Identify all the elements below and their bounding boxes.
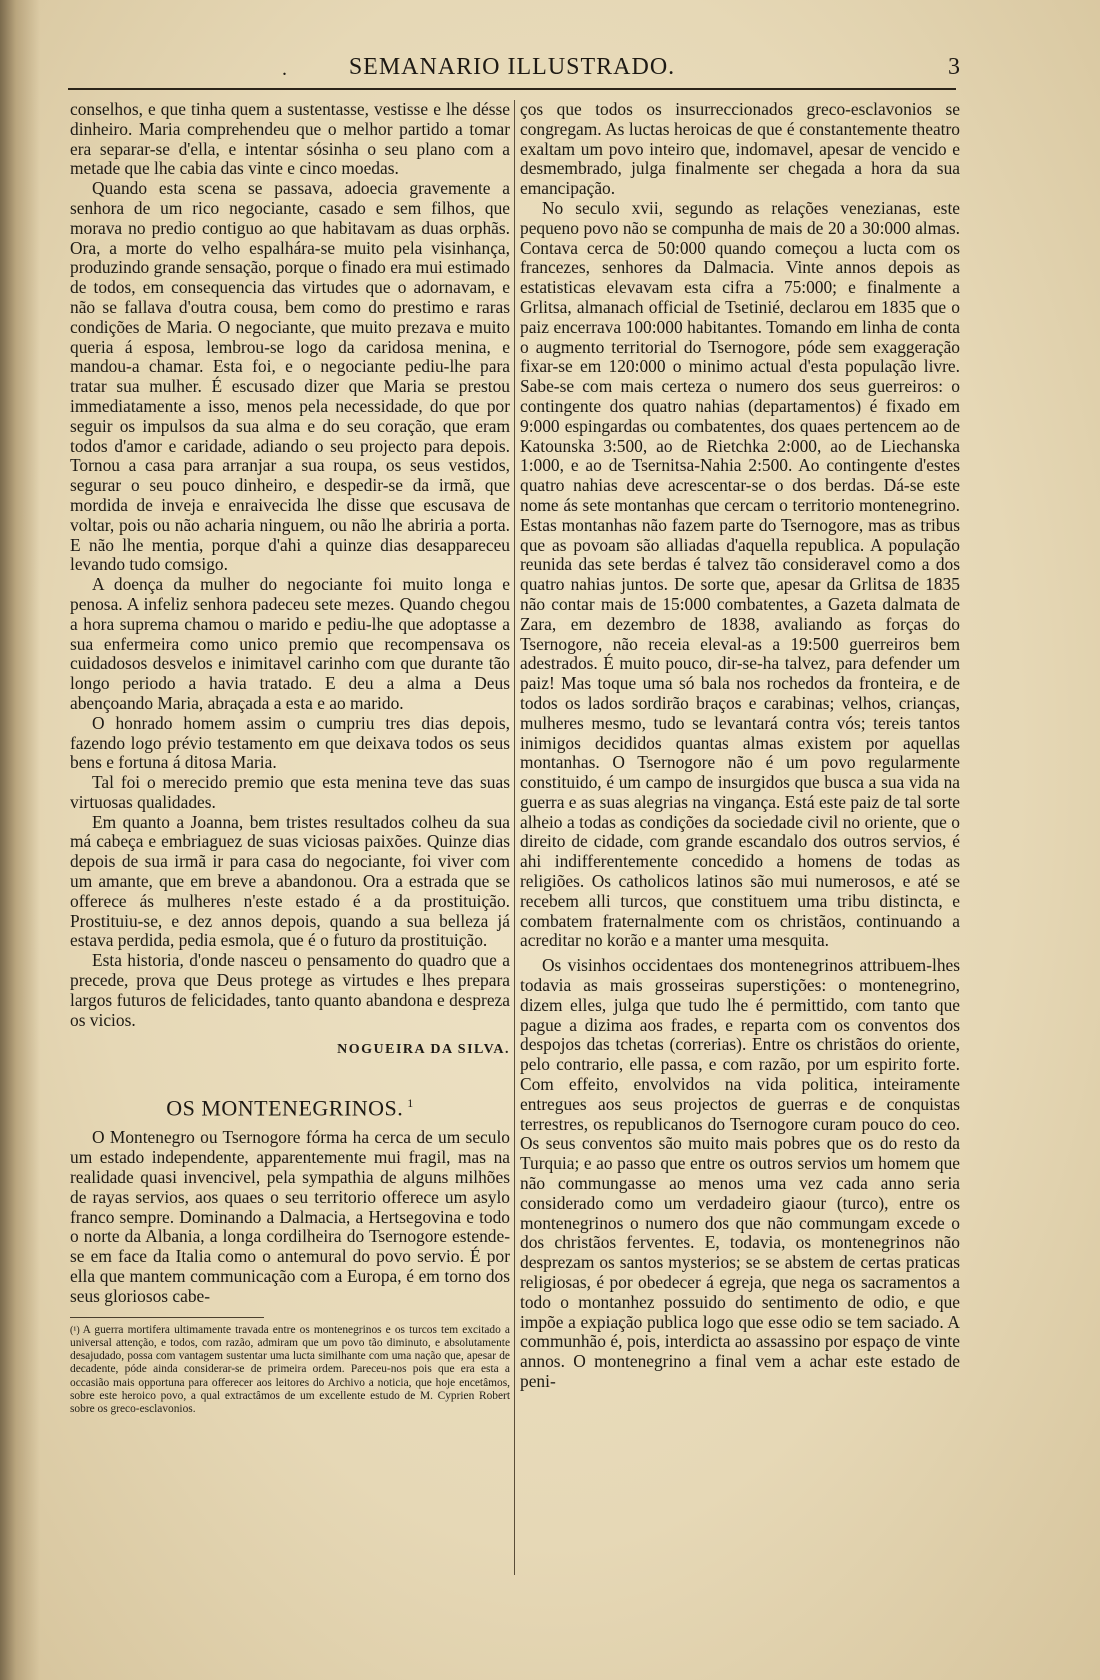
- binding-shadow: [0, 0, 40, 1680]
- footnote-separator: [70, 1317, 264, 1318]
- paragraph: Quando esta scena se passava, adoecia gravemente a senhora de um rico negociante, casado e sem filhos, que morava no predio contiguo ao que habitavam as duas orphãs. Ora, a morte do velho espalhára-se muito pela visinhança, produzindo grande sensação, porque o finado era mui estimado de todos, em consequencia das virtudes que o adornavam, e não se fallava d'outra cousa, bem como do prestimo e raras condições de Maria. O negociante, que muito prezava e muito queria á esposa, lembrou-se logo da caridosa menina, e mandou-a chamar. Esta foi, e o negociante pediu-lhe para tratar sua mulher. É escusado dizer que Maria se prestou immediatamente a isso, menos pela necessidade, do que por seguir os impulsos da sua alma e do seu coração, que eram todos d'amor e caridade, adiando o seu projecto para depois. Tornou a casa para arranjar a sua roupa, os seus vestidos, segurar o seu pouco dinheiro, e despedir-se da irmã, que mordida de inveja e enraivecida lhe disse que escusava de voltar, pois ou não acharia ninguem, ou não lhe abriria a porta. E não lhe mentia, porque d'ahi a quinze dias desappareceu levando tudo comsigo.: [70, 178, 510, 575]
- footnote-reference: 1: [407, 1096, 414, 1111]
- page-header: [68, 52, 960, 90]
- paragraph: O Montenegro ou Tsernogore fórma ha cerca de um seculo um estado independente, apparentemente mui fragil, mas na realidade quasi invencivel, pela sympathia de alguns milhões de rayas servios, aos quaes o seu territorio offerece um asylo franco sempre. Dominando a Dalmacia, a Hertsegovina e todo o norte da Albania, a longa cordilheira do Tsernogore estende-se em face da Italia como o antemural do povo servio. É por ella que mantem communicação com a Europa, é em torno dos seus gloriosos cabe-: [70, 1127, 510, 1306]
- paragraph: O honrado homem assim o cumpriu tres dias depois, fazendo logo prévio testamento em que deixava todos os seus bens e fortuna á ditosa Maria.: [70, 712, 510, 773]
- page-number: 3: [948, 54, 960, 80]
- paragraph: Tal foi o merecido premio que esta menina teve das suas virtuosas qualidades.: [70, 772, 510, 812]
- section-title-text: OS MONTENEGRINOS.: [166, 1095, 404, 1121]
- right-column: [520, 100, 960, 1392]
- paragraph: No seculo xvii, segundo as relações venezianas, este pequeno povo não se compunha de mais de 20 a 30:000 almas. Contava cerca de 50:000 quando começou a lucta com os francezes, senhores da Dalmacia. Vinte annos depois as estatisticas elevavam esta cifra a 75:000; e finalmente a Grlitsa, almanach official de Tsetinié, declarou em 1835 que o paiz encerrava 100:000 habitantes. Tomando em linha de conta o augmento territorial do Tsernogore, póde sem exaggeração fixar-se em 120:000 o minimo actual d'esta população livre. Sabe-se com mais certeza o numero dos seus guerreiros: o contingente dos quatro nahias (departamentos) é fixado em 9:000 espingardas ou combatentes, dos quaes pertencem ao de Katounska 3:500, ao de Rietchka 2:000, ao de Liechanska 1:000, e ao de Tsernitsa-Nahia 2:500. Ao contingente d'estes quatro nahias deve acrescentar-se o dos berdas. Dá-se este nome ás sete montanhas que cercam o territorio montenegrino. Estas montanhas não fazem parte do Tsernogore, mas as tribus que as povoam são alliadas d'aquella republica. A população reunida das sete berdas é talvez tão consideravel como a dos quatro nahias juntos. De sorte que, apesar da Grlitsa de 1835 não contar mais de 15:000 combatentes, a Gazeta dalmata de Zara, em dezembro de 1838, avaliando as forças do Tsernogore, não receia eleval-as a 19:500 guerreiros bem adestrados. É muito pouco, dir-se-ha talvez, para defender um paiz! Mas toque uma só bala nos rochedos da fronteira, e de todos os lados sordirão braços e carabinas; velhos, crianças, mulheres mesmo, tudo se levantará contra vós; tereis tantos inimigos decididos quantas almas existem por aquellas montanhas. O Tsernogore não é um povo regularmente constituido, é um campo de insurgidos que busca a sua vida na guerra e as suas alegrias na vingança. Está este paiz de tal sorte alheio a todas as condições da sociedade civil no oriente, que o direito de cidade, com grande escandalo dos outros servios, é ahi indifferentemente concedido a homens de todas as religiões. Os catholicos latinos são mui numerosos, e até se recebem alli turcos, que constituem uma tribu distincta, e combatem fraternalmente com os christãos, continuando a acreditar no korão e a manter uma mesquita.: [520, 197, 960, 951]
- footnote-text: A guerra mortifera ultimamente travada entre os montenegrinos e os turcos tem excitado a universal attenção, e todos, com razão, admiram que um povo tão diminuto, e absolutamente desajudado, possa com vantagem sustentar uma lucta similhante com uma nação que, apesar de decadente, póde ainda considerar-se de primeira ordem. Pareceu-nos pois que era esta a occasião mais opportuna para offerecer aos leitores do Archivo a noticia, que hoje encetâmos, sobre este heroico povo, a qual extractâmos de um excellente estudo de M. Cyprien Robert sobre os greco-esclavonios.: [70, 1323, 510, 1416]
- footnote-mark: (¹): [70, 1324, 80, 1336]
- column-rule: [514, 100, 515, 1575]
- paragraph: A doença da mulher do negociante foi muito longa e penosa. A infeliz senhora padeceu sete mezes. Quando chegou a hora suprema chamou o marido e pediu-lhe que adoptasse a sua enfermeira como unico premio que recompensava os cuidadosos desvelos e inimitavel carinho com que durante tão longo periodo a havia tratado. E deu a alma a Deus abençoando Maria, abraçada a esta e ao marido.: [70, 574, 510, 713]
- header-ornament: .: [282, 58, 287, 80]
- left-column: [70, 100, 510, 1660]
- section-title: [70, 1094, 510, 1121]
- running-title: SEMANARIO ILLUSTRADO.: [348, 54, 676, 80]
- paragraph: ços que todos os insurreccionados greco-esclavonios se congregam. As luctas heroicas de que é constantemente theatro exaltam um povo inteiro que, indomavel, apesar de vencido e desmembrado, julga finalmente ser chegada a hora da sua emancipação.: [520, 99, 960, 199]
- footnote: [70, 1324, 510, 1417]
- paragraph: Os visinhos occidentaes dos montenegrinos attribuem-lhes todavia as mais grosseiras superstições: o montenegrino, dizem elles, julga que tudo lhe é permittido, com tanto que pague a dizima aos frades, e reparta com os conventos dos despojos das tchetas (correrias). Entre os christãos do oriente, pelo contrario, elle passa, e com razão, por um espirito forte. Com effeito, envolvidos na vida politica, inteiramente entregues aos seus projectos de guerras e de conquistas terrestres, os republicanos do Tsernogore curam pouco do ceo. Os seus conventos são muito mais pobres que os do resto da Turquia; e ao passo que entre os outros servios um homem que não commungasse ao menos uma vez cada anno seria considerado como um verdadeiro giaour (turco), entre os montenegrinos o numero dos que não commungam excede o dos christãos ferventes. E, todavia, os montenegrinos não desprezam os santos mysterios; se se abstem de certas praticas religiosas, é por obedecer á egreja, que nega os sacramentos a todo o montanhez possuido do sentimento de odio, e que impõe a expiação publica logo que esse odio se tem saciado. A communhão é, pois, interdicta ao assassino por espaço de vinte annos. O montenegrino a final vem a achar este estado de peni-: [520, 955, 960, 1391]
- paragraph: Em quanto a Joanna, bem tristes resultados colheu da sua má cabeça e embriaguez de suas viciosas paixões. Quinze dias depois de sua irmã ir para casa do negociante, foi viver com um amante, que em breve a abandonou. Ora a estrada que se offerece ás mulheres n'este estado é a da prostituição. Prostituiu-se, e dez annos depois, quando a sua belleza já estava perdida, pedia esmola, que é o futuro da prostituição.: [70, 811, 510, 951]
- paragraph: conselhos, e que tinha quem a sustentasse, vestisse e lhe désse dinheiro. Maria comprehendeu que o melhor partido a tomar era separar-se d'ella, e intentar sósinha o seu plano com a metade que lhe cabia das vinte e cinco moedas.: [70, 99, 510, 179]
- author-signature: NOGUEIRA DA SILVA.: [337, 1042, 510, 1058]
- paragraph: Esta historia, d'onde nasceu o pensamento do quadro que a precede, prova que Deus protege as virtudes e lhes prepara largos futuros de felicidades, tanto quanto abandona e despreza os vicios.: [70, 950, 510, 1030]
